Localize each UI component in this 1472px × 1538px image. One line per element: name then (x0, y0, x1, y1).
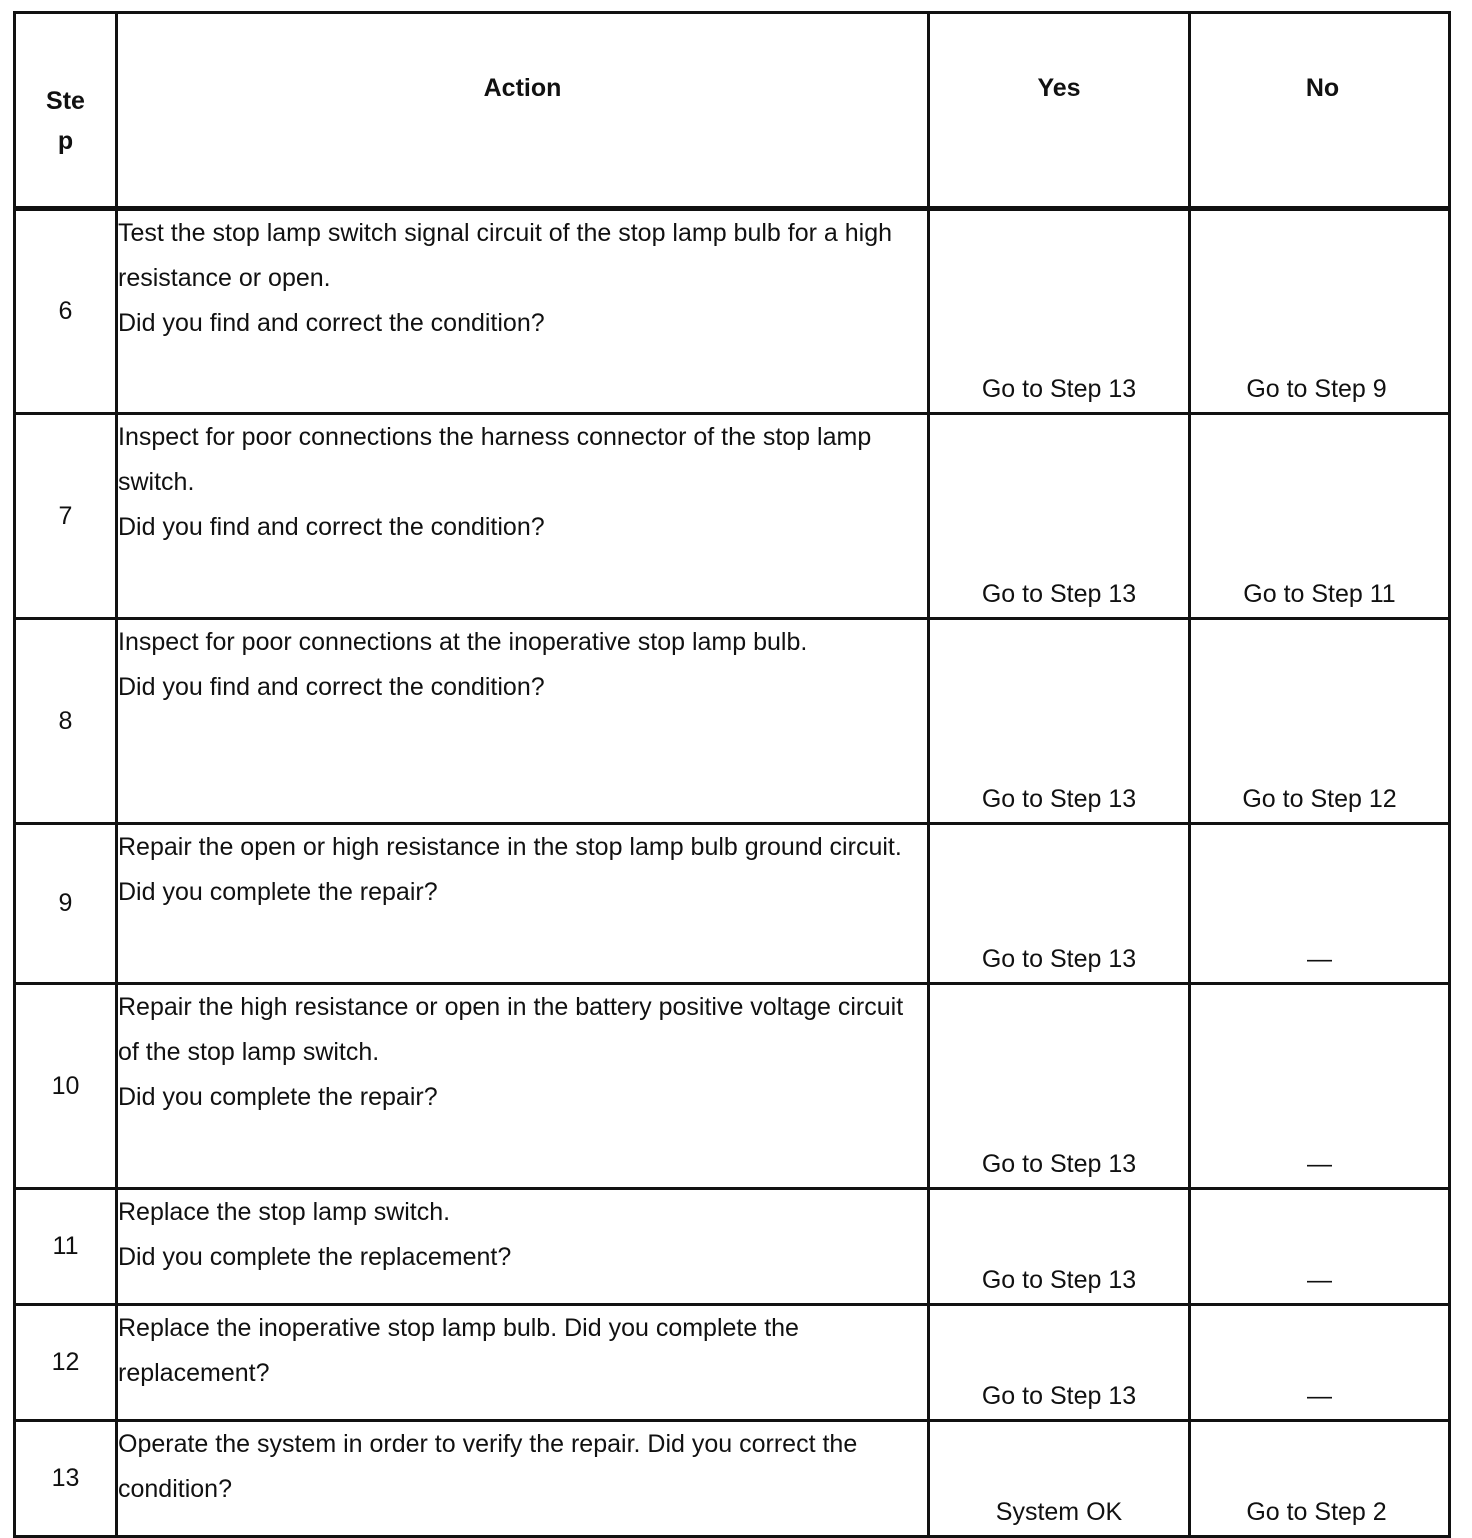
action-column-header: Action (117, 13, 929, 209)
table-row (15, 414, 1450, 619)
table-row (15, 1421, 1450, 1537)
action-instruction: Repair the high resistance or open in the battery positive voltage circuit of the stop lamp switch. (118, 993, 904, 1066)
table-row (15, 1305, 1450, 1421)
no-column-header: No (1190, 13, 1450, 209)
diagnostic-table (13, 11, 1451, 1538)
action-question: Did you complete the repair? (118, 1083, 438, 1111)
no-result: — (1190, 984, 1450, 1189)
no-result: Go to Step 9 (1190, 209, 1450, 414)
step-number: 6 (15, 209, 117, 414)
action-instruction: Replace the stop lamp switch. (118, 1198, 451, 1226)
table-row (15, 209, 1450, 414)
action-question: Did you complete the replacement? (118, 1243, 512, 1271)
yes-result: Go to Step 13 (929, 984, 1190, 1189)
table-row (15, 984, 1450, 1189)
action-instruction: Inspect for poor connections the harness connector of the stop lamp switch. (118, 423, 872, 496)
yes-result: Go to Step 13 (929, 414, 1190, 619)
action-cell (117, 824, 929, 984)
step-number: 8 (15, 619, 117, 824)
action-question: Did you complete the repair? (118, 878, 438, 906)
action-question: Did you find and correct the condition? (118, 513, 545, 541)
no-result: — (1190, 824, 1450, 984)
action-cell (117, 1305, 929, 1421)
action-cell (117, 414, 929, 619)
yes-column-header: Yes (929, 13, 1190, 209)
no-result: Go to Step 12 (1190, 619, 1450, 824)
action-instruction: Replace the inoperative stop lamp bulb. Did you complete the replacement? (118, 1314, 799, 1387)
action-cell (117, 1189, 929, 1305)
table-row (15, 824, 1450, 984)
step-number: 7 (15, 414, 117, 619)
yes-result: System OK (929, 1421, 1190, 1537)
action-instruction: Operate the system in order to verify the repair. Did you correct the condition? (118, 1430, 858, 1503)
table-row (15, 619, 1450, 824)
yes-result: Go to Step 13 (929, 209, 1190, 414)
action-question: Did you find and correct the condition? (118, 309, 545, 337)
action-instruction: Repair the open or high resistance in the stop lamp bulb ground circuit. (118, 833, 902, 861)
action-cell (117, 209, 929, 414)
yes-result: Go to Step 13 (929, 824, 1190, 984)
step-number: 13 (15, 1421, 117, 1537)
no-result: — (1190, 1305, 1450, 1421)
no-result: — (1190, 1189, 1450, 1305)
step-column-header (15, 13, 117, 209)
action-instruction: Inspect for poor connections at the inoperative stop lamp bulb. (118, 628, 808, 656)
yes-result: Go to Step 13 (929, 1189, 1190, 1305)
action-cell (117, 619, 929, 824)
action-instruction: Test the stop lamp switch signal circuit of the stop lamp bulb for a high resistance or open. (118, 219, 892, 292)
action-cell (117, 984, 929, 1189)
step-header-label: Step (46, 87, 85, 155)
no-result: Go to Step 2 (1190, 1421, 1450, 1537)
table-header-row (15, 13, 1450, 209)
step-number: 9 (15, 824, 117, 984)
action-cell (117, 1421, 929, 1537)
yes-result: Go to Step 13 (929, 619, 1190, 824)
step-number: 10 (15, 984, 117, 1189)
action-question: Did you find and correct the condition? (118, 673, 545, 701)
no-result: Go to Step 11 (1190, 414, 1450, 619)
table-row (15, 1189, 1450, 1305)
step-number: 11 (15, 1189, 117, 1305)
step-number: 12 (15, 1305, 117, 1421)
yes-result: Go to Step 13 (929, 1305, 1190, 1421)
